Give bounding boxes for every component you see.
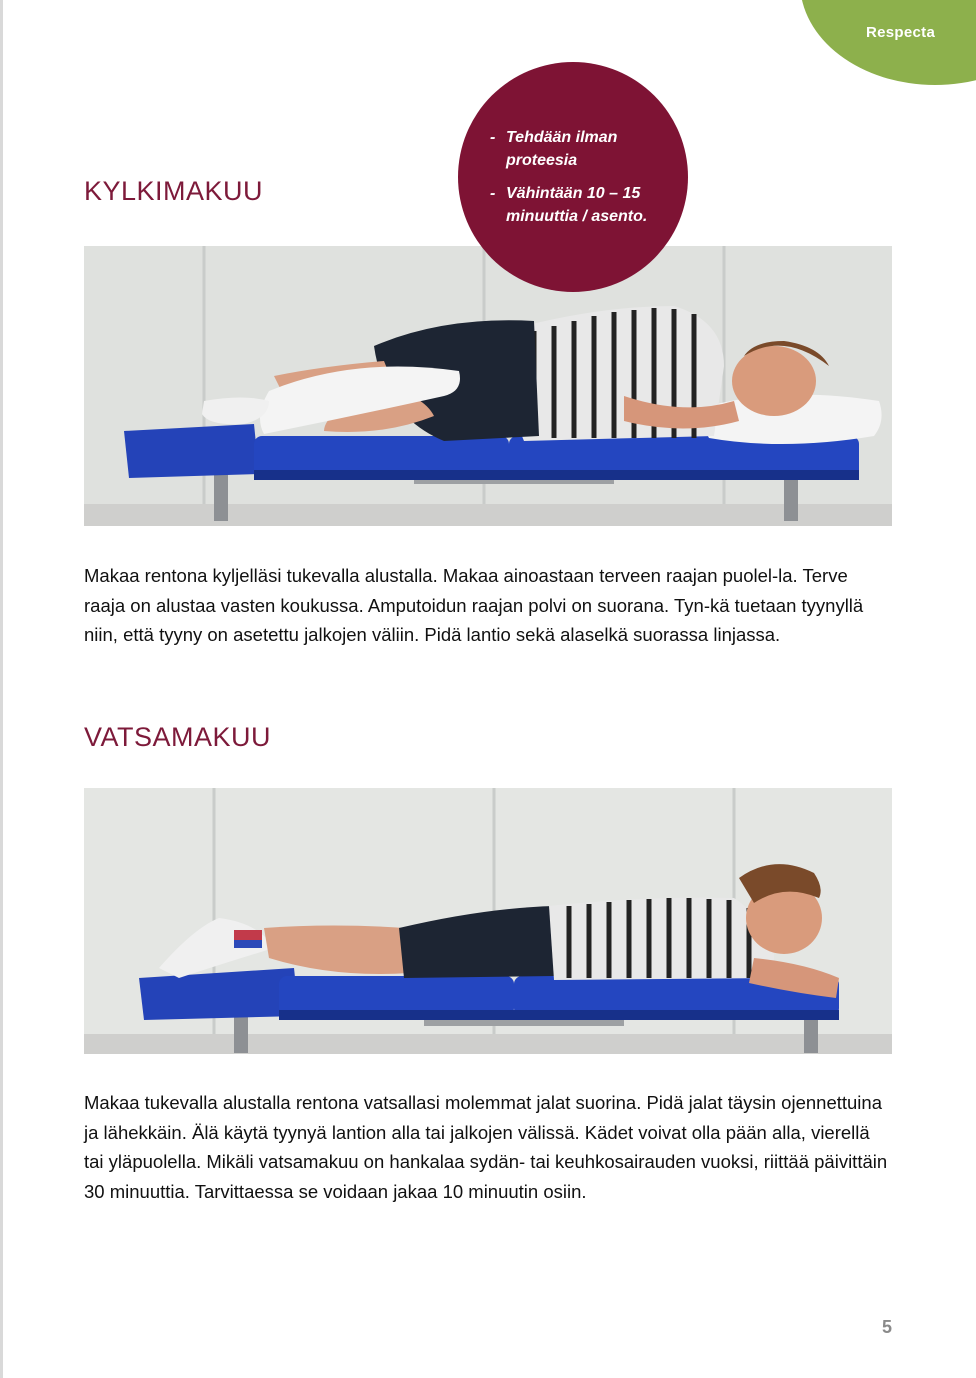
prone-lying-instructions: Makaa tukevalla alustalla rentona vatsallasi molemmat jalat suorina. Pidä jalat täysin ojennettuina ja lähekkäin. Älä käytä tyynyä lantion alla tai jalkojen välissä. Kädet voivat olla pään alla, vierellä tai yläpuolella. Mikäli vatsamakuu on hankalaa sydän- tai keuhkosairauden vuoksi, riittää päivittäin 30 minuuttia. Tarvittaessa se voidaan jakaa 10 minuutin osiin. bbox=[84, 1092, 888, 1202]
instruction-note-list bbox=[488, 126, 663, 238]
section-heading-side-lying: KYLKIMAKUU bbox=[84, 176, 264, 206]
page-number: 5 bbox=[882, 1317, 893, 1337]
brand-badge bbox=[800, 0, 976, 85]
brand-name: Respecta bbox=[866, 24, 936, 41]
side-lying-photo bbox=[84, 246, 892, 526]
page-edge bbox=[0, 0, 3, 1378]
side-lying-instructions: Makaa rentona kyljelläsi tukevalla alustalla. Makaa ainoastaan terveen raajan puolel-la. Terve raaja on alustaa vasten koukussa. Amputoidun raajan polvi on suorana. Tyn-kä tuetaan tyynyllä niin, että tyyny on asetettu jalkojen väliin. Pidä lantio sekä alaselkä suorassa linjassa. bbox=[84, 565, 864, 645]
instruction-note-item: - Tehdään ilman proteesia bbox=[488, 126, 663, 172]
instruction-note-item: - Vähintään 10 – 15 minuuttia / asento. bbox=[488, 182, 663, 228]
section-heading-prone-lying: VATSAMAKUU bbox=[84, 722, 272, 752]
instruction-note-circle bbox=[458, 62, 688, 292]
prone-lying-photo bbox=[84, 788, 892, 1054]
